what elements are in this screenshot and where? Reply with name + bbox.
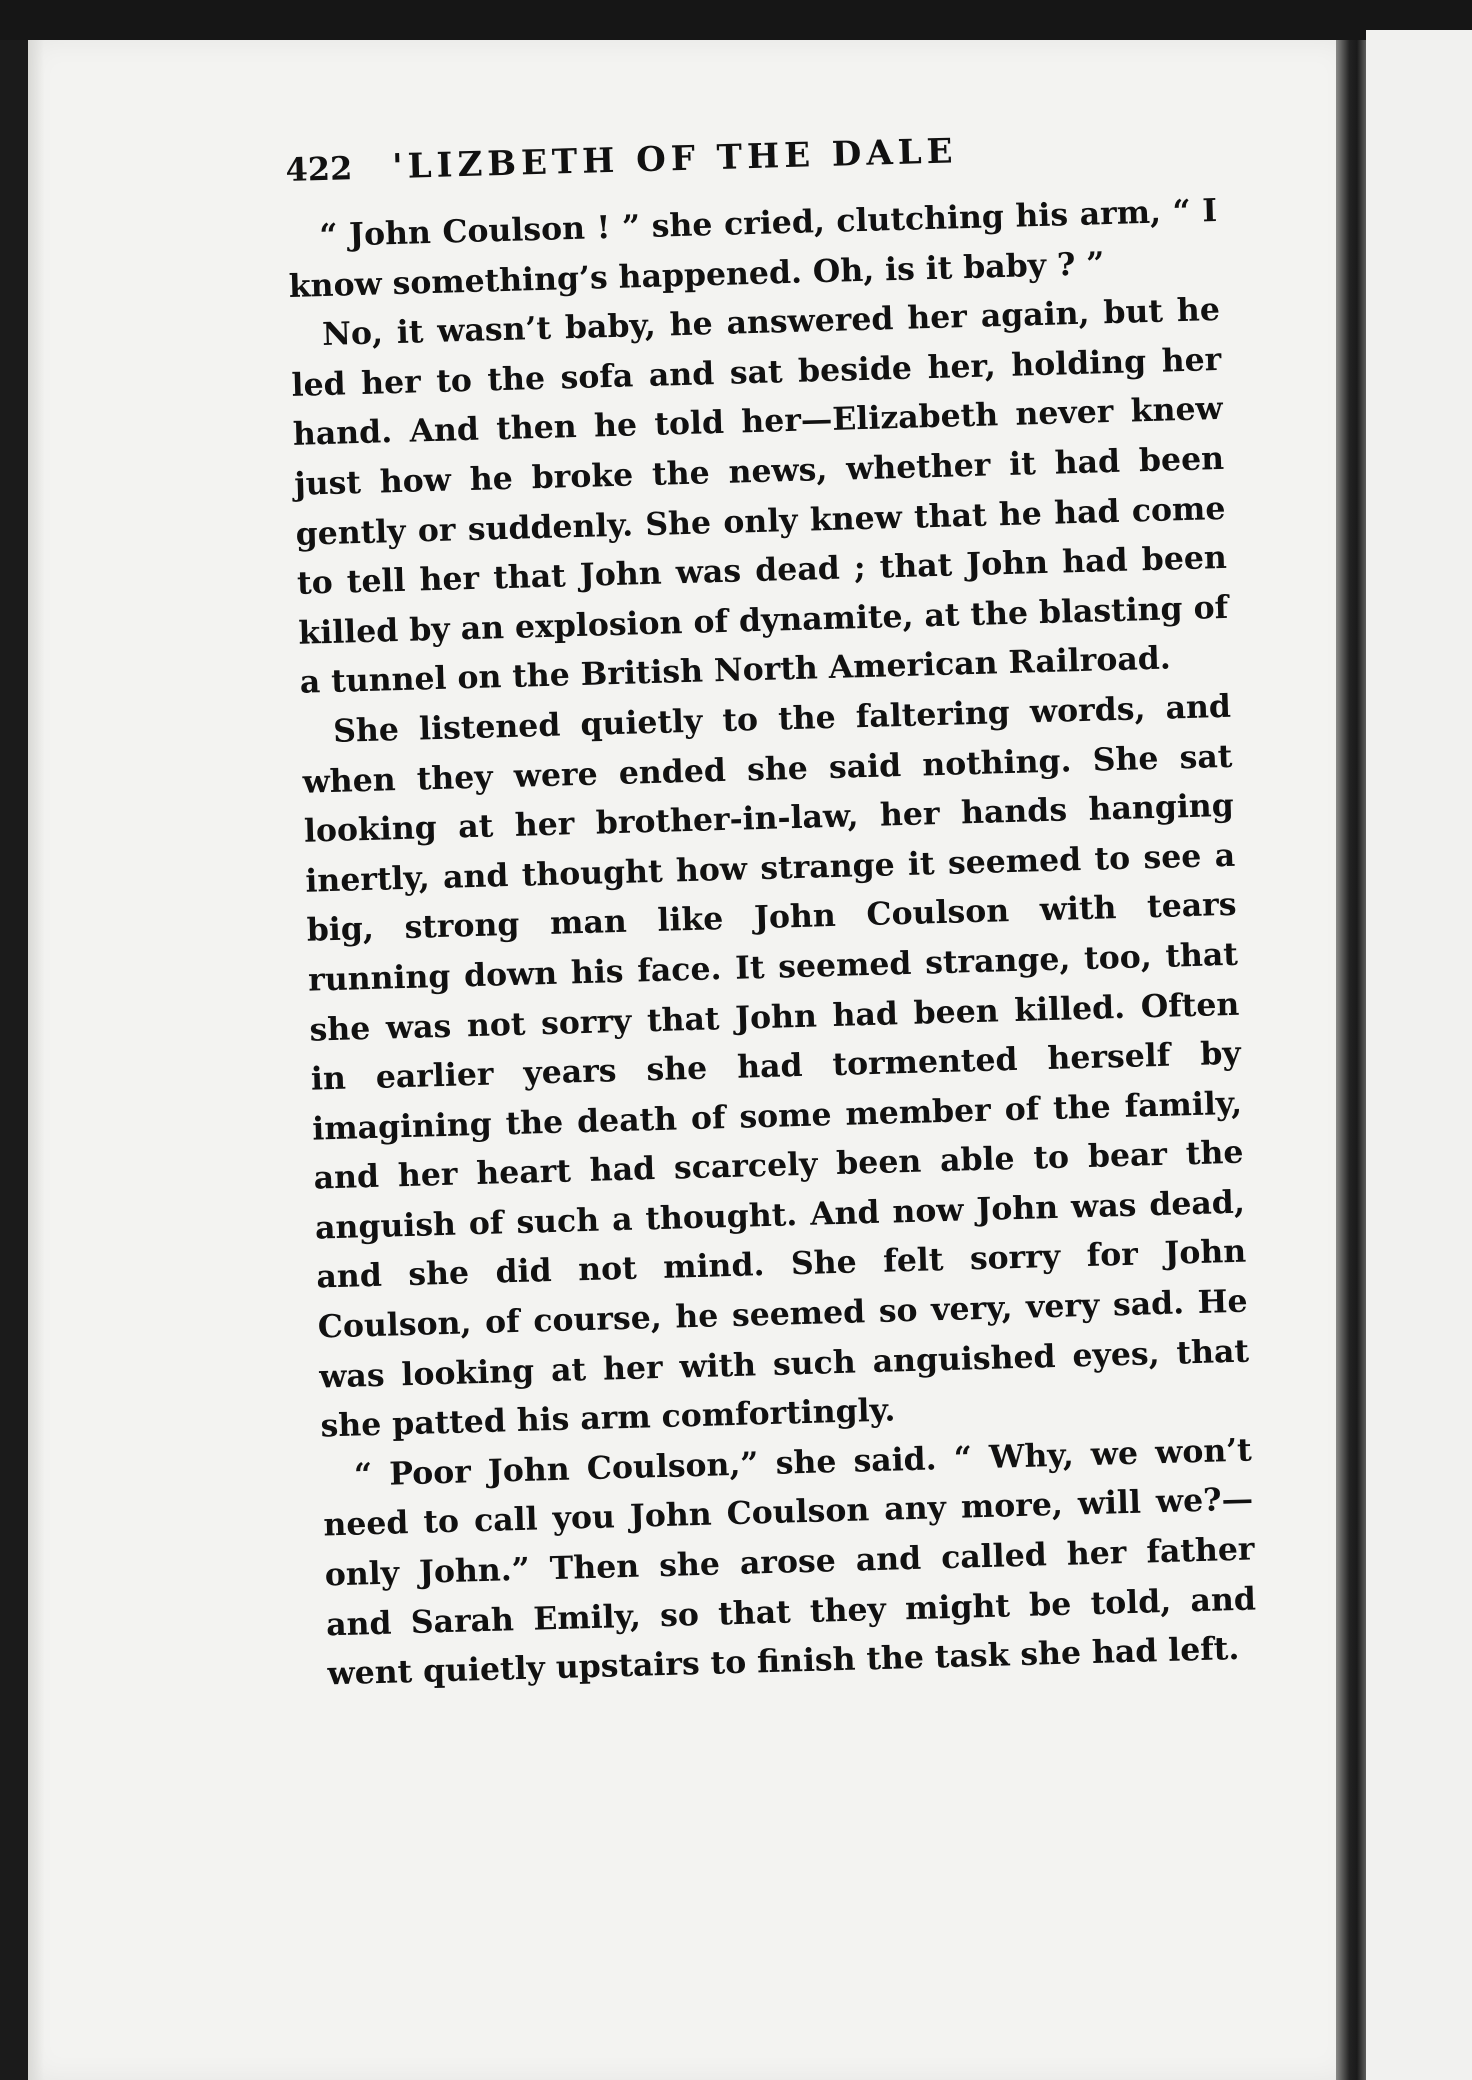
running-title: 'LIZBETH OF THE DALE [391,131,959,188]
paragraph-1: “ John Coulson ! ” she cried, clutching his arm, “ I know something’s happened. Oh, is it baby ? ” [288,192,1218,305]
book-gutter [1336,40,1366,2080]
page-number: 422 [285,149,353,189]
page-edge-shadow [28,40,44,2080]
scan-top-border [0,0,1472,40]
paragraph-4: “ Poor John Coulson,” she said. “ Why, we won’t need to call you John Coulson any more, will we?— only John.” Then she arose and called her father and Sarah Emily, so that they might be told, and went quietly upstairs to finish the task she had left. [322,1431,1257,1693]
page-text-block [285,124,1258,1699]
paragraph-3: She listened quietly to the faltering words, and when they were ended she said nothing. She sat looking at her brother-in-law, her hands hanging inertly, and thought how strange it seemed to see a big, strong man like John Coulson with tears running down his face. It seemed strange, too, that she was not sorry that John had been killed. Often in earlier years she had tormented herself by imagining the death of some member of the family, and her heart had scarcely been able to bear the anguish of such a thought. And now John was dead, and she did not mind. She felt sorry for John Coulson, of course, he seemed so very, very sad. He was looking at her with such anguished eyes, that she patted his arm comfortingly. [302,687,1250,1445]
paragraph-2: No, it wasn’t baby, he answered her again, but he led her to the sofa and sat beside her, holding her hand. And then he told her—Elizabeth never knew just how he broke the news, whether it had been gently or suddenly. She only knew that he had come to tell her that John was dead ; that John had been killed by an explosion of dynamite, at the blasting of a tunnel on the British North American Railroad. [291,291,1229,702]
facing-page-edge [1366,30,1472,2080]
